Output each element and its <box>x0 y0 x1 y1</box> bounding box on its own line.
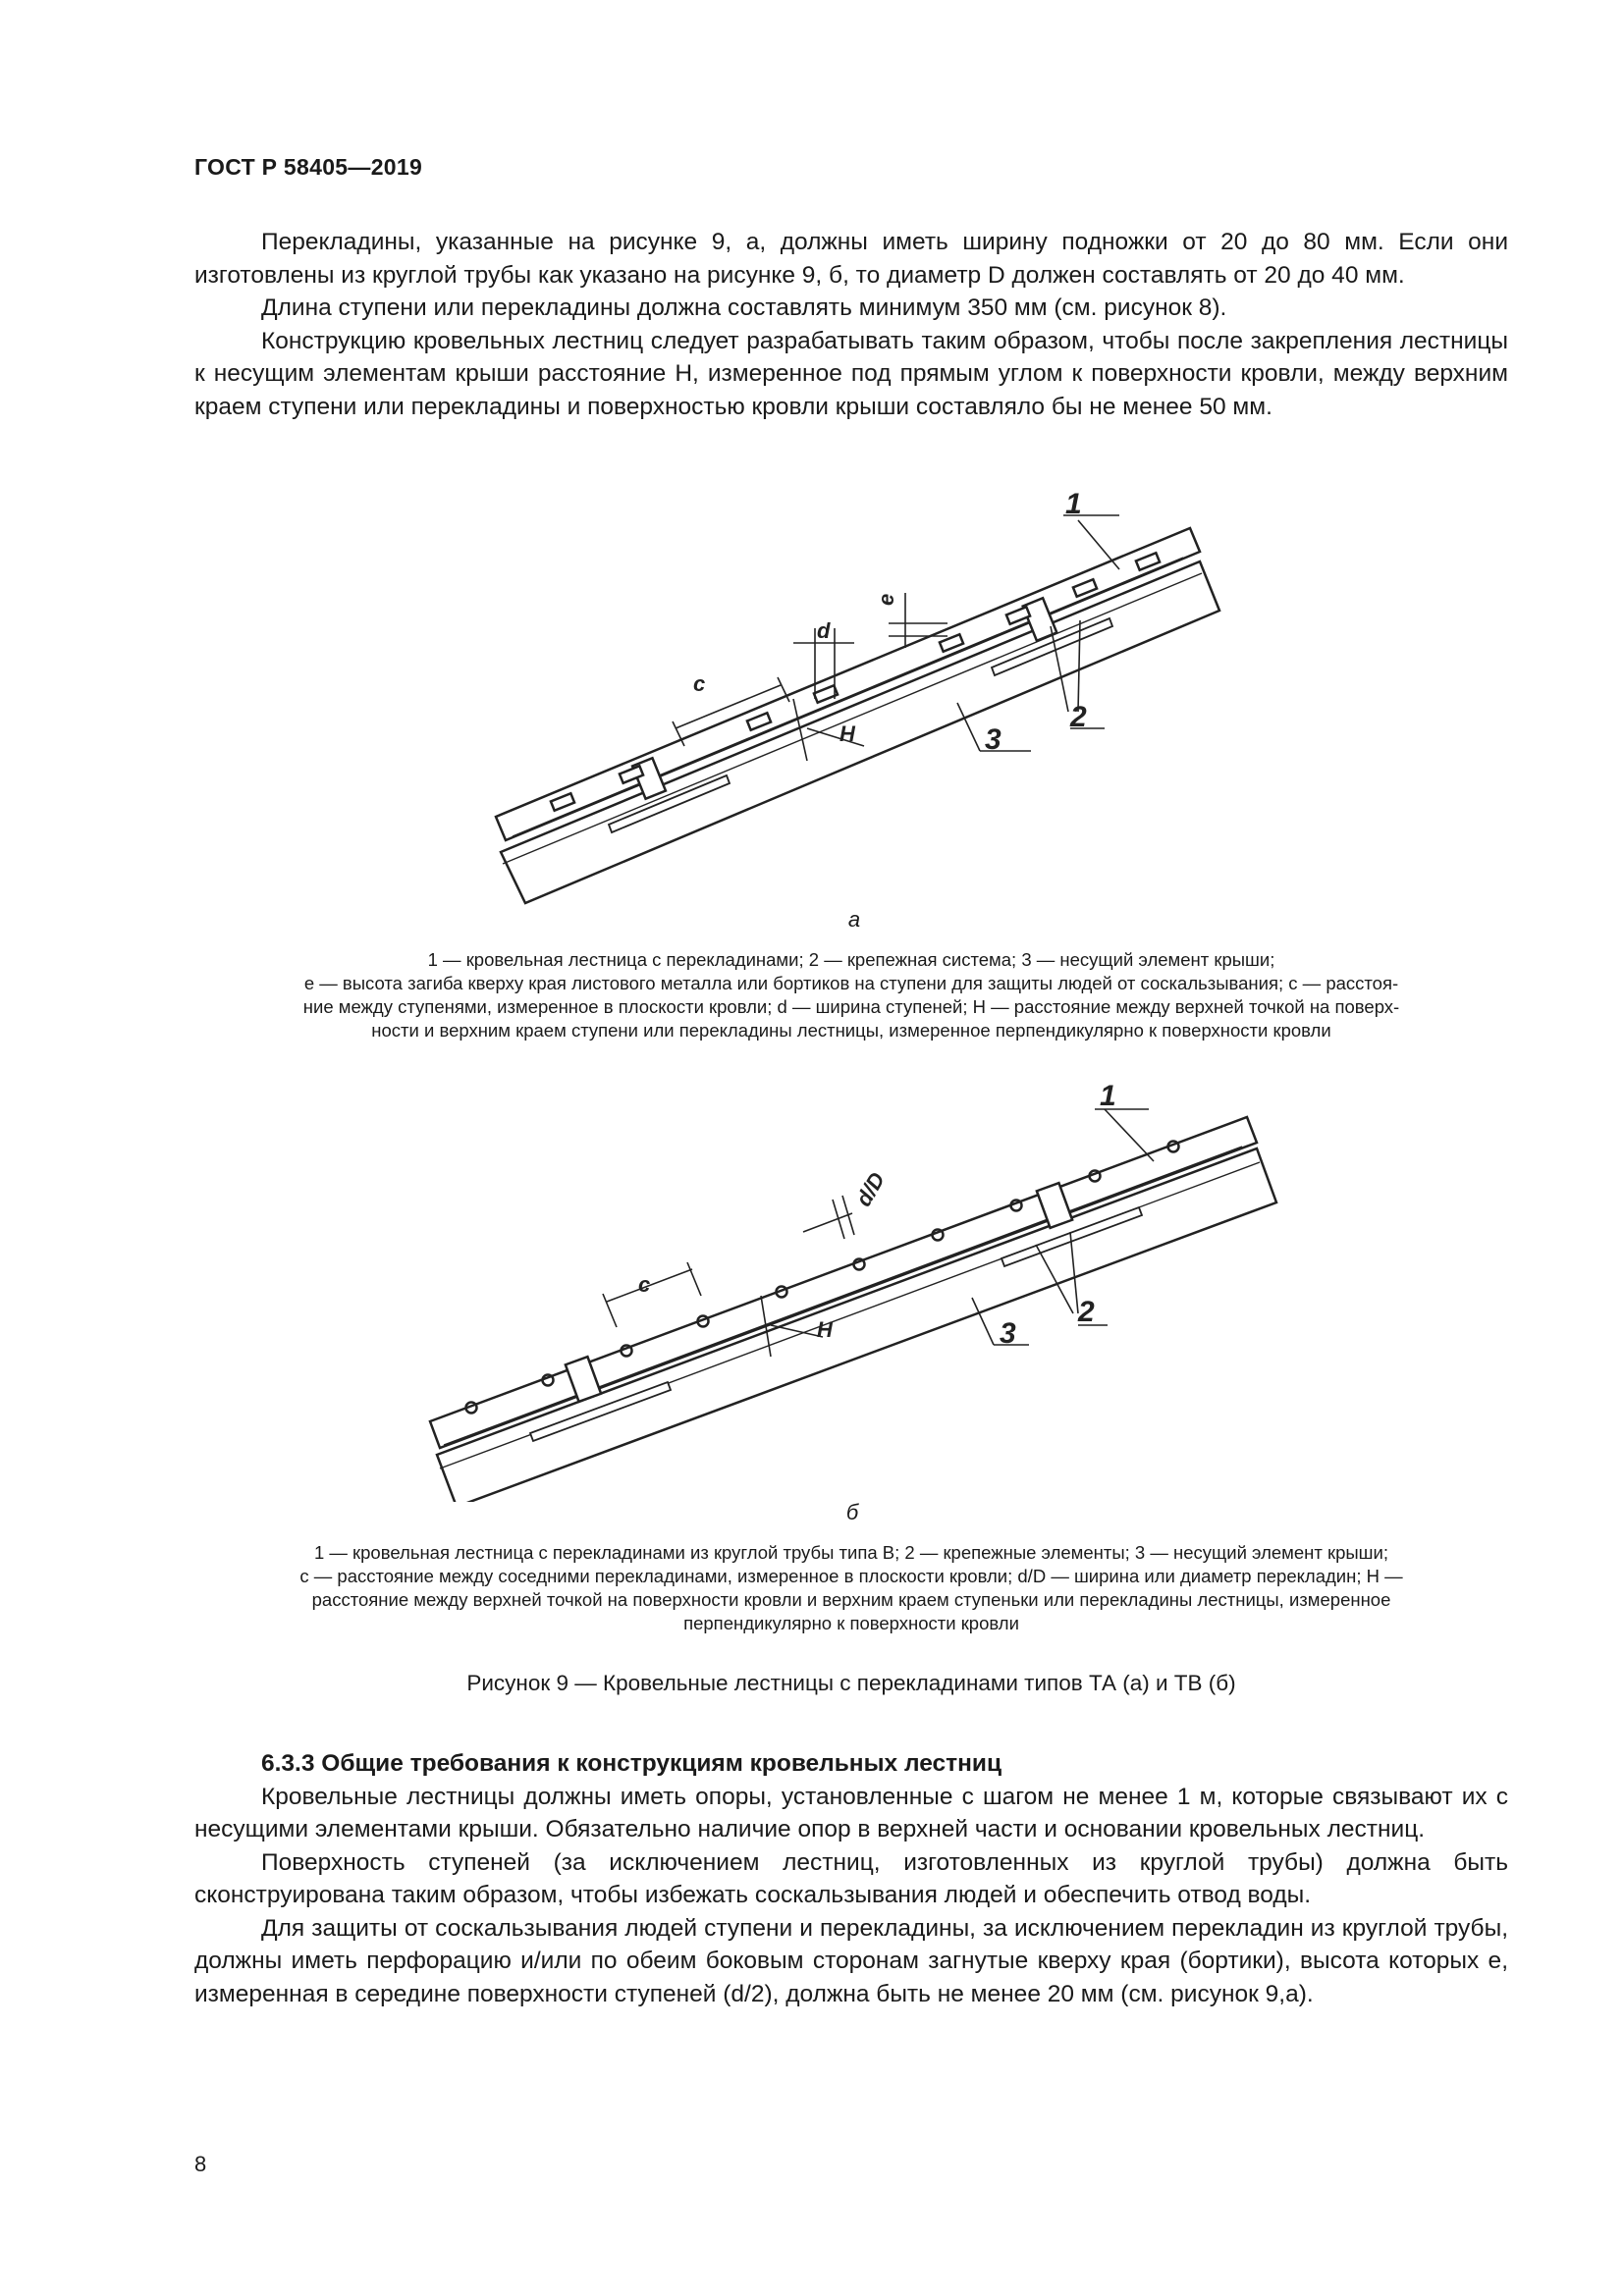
figure-b-drawing <box>0 1080 1624 1502</box>
caption-line: 1 — кровельная лестница с перекладинами; 2 — крепежная система; 3 — несущий элемент крыши; <box>427 949 1275 970</box>
document-header: ГОСТ Р 58405—2019 <box>194 154 423 180</box>
paragraph: Длина ступени или перекладины должна составлять минимум 350 мм (см. рисунок 8). <box>261 294 1227 321</box>
label-H: H <box>839 721 855 746</box>
figure-title: Рисунок 9 — Кровельные лестницы с перекладинами типов ТА (а) и ТВ (б) <box>466 1671 1236 1695</box>
label-1: 1 <box>1100 1080 1116 1112</box>
caption-line: 1 — кровельная лестница с перекладинами из круглой трубы типа В; 2 — крепежные элементы; 3 — несущий элемент крыши; <box>313 1542 1388 1563</box>
label-c: c <box>638 1272 651 1297</box>
label-3: 3 <box>985 723 1001 756</box>
label-c: c <box>693 671 706 696</box>
caption-line: перпендикулярно к поверхности кровли <box>683 1613 1019 1633</box>
page-number: 8 <box>194 2152 207 2176</box>
label-2: 2 <box>1070 701 1087 733</box>
figure-a-drawing <box>0 491 1624 913</box>
figure-b-caption <box>194 1541 1508 1635</box>
label-1: 1 <box>1065 491 1082 520</box>
intro-text <box>194 226 1508 423</box>
label-d: d <box>817 618 831 643</box>
label-2: 2 <box>1078 1296 1095 1328</box>
figure-b-letter: б <box>845 1500 859 1524</box>
caption-line: ности и верхним краем ступени или перекладины лестницы, измеренное перпендикулярно к поверхности кровли <box>371 1020 1331 1041</box>
label-H: H <box>817 1317 833 1342</box>
caption-line: е — высота загиба кверху края листового металла или бортиков на ступени для защиты людей от соскальзывания; с — расстоя- <box>303 973 1399 993</box>
caption-line: расстояние между верхней точкой на поверхности кровли и верхним краем ступеньки или перекладины лестницы, измеренное <box>311 1589 1391 1610</box>
section-6-3-3 <box>194 1747 1508 2010</box>
figure-a-letter: а <box>847 907 861 932</box>
paragraph: Перекладины, указанные на рисунке 9, а, должны иметь ширину подножки от 20 до 80 мм. Если они изготовлены из круглой трубы как указано на рисунке 9, б, то диаметр D должен составлять от 20 до 40 мм. <box>194 229 1508 289</box>
label-dD: d/D <box>850 1167 890 1211</box>
figure-a-caption <box>194 948 1508 1042</box>
paragraph: Конструкцию кровельных лестниц следует разрабатывать таким образом, чтобы после закрепления лестницы к несущим элементам крыши расстояние H, измеренное под прямым углом к поверхности кровли, между верхним краем ступени или перекладины и поверхностью кровли крыши составляло бы не менее 50 мм. <box>194 327 1508 420</box>
label-e: e <box>874 593 898 606</box>
section-heading: 6.3.3 Общие требования к конструкциям кровельных лестниц <box>261 1750 1002 1777</box>
label-3: 3 <box>1000 1317 1016 1350</box>
caption-line: ние между ступенями, измеренное в плоскости кровли; d — ширина ступеней; H — расстояние между верхней точкой на поверх- <box>302 996 1400 1017</box>
paragraph: Для защиты от соскальзывания людей ступени и перекладины, за исключением перекладин из круглой трубы, должны иметь перфорацию и/или по обеим боковым сторонам загнутые кверху края (бортики), высота которых е, измеренная в середине поверхности ступеней (d/2), должна быть не менее 20 мм (см. рисунок 9,а). <box>194 1914 1508 2007</box>
caption-line: с — расстояние между соседними перекладинами, измеренное в плоскости кровли; d/D — ширина или диаметр перекладин; H — <box>299 1566 1403 1586</box>
paragraph: Поверхность ступеней (за исключением лестниц, изготовленных из круглой трубы) должна быть сконструирована таким образом, чтобы избежать соскальзывания людей и обеспечить отвод воды. <box>194 1848 1508 1908</box>
paragraph: Кровельные лестницы должны иметь опоры, установленные с шагом не менее 1 м, которые связывают их с несущими элементами крыши. Обязательно наличие опор в верхней части и основании кровельных лестниц. <box>194 1783 1508 1842</box>
